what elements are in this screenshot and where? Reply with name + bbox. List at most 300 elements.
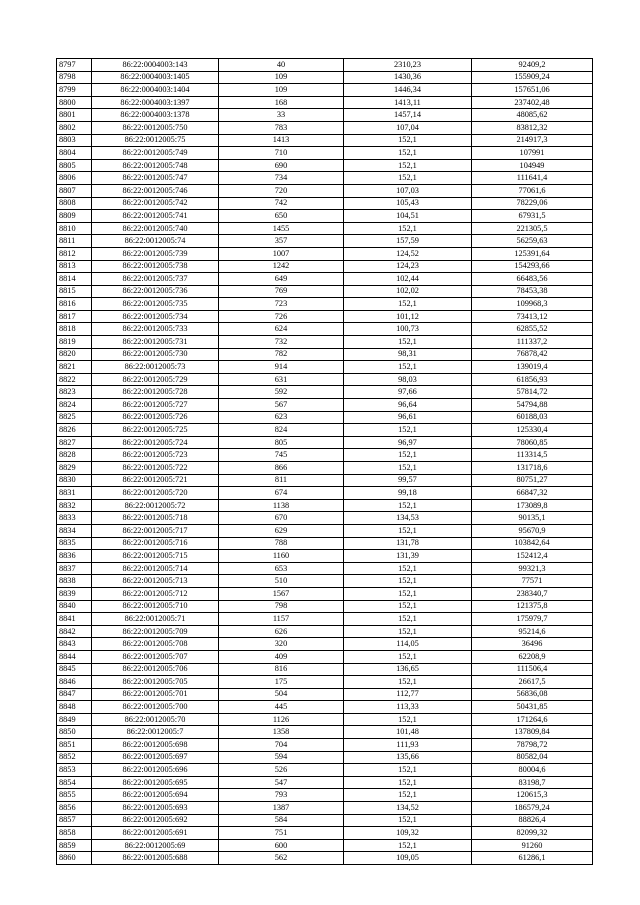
row-number-cell: 8799 [57,84,92,97]
cadastral-number-cell: 86:22:0012005:72 [92,499,219,512]
table-row [57,839,593,852]
cadastral-number-cell: 86:22:0012005:716 [92,537,219,550]
cadastral-number-cell: 86:22:0012005:736 [92,285,219,298]
table-row [57,184,593,197]
area-cell: 526 [219,764,344,777]
cadastral-value-cell: 154293,66 [472,260,593,273]
cadastral-value-cell: 92409,2 [472,59,593,72]
area-cell: 816 [219,663,344,676]
unit-value-cell: 152,1 [344,524,472,537]
unit-value-cell: 109,32 [344,827,472,840]
table-row [57,197,593,210]
area-cell: 650 [219,210,344,223]
table-row [57,285,593,298]
unit-value-cell: 134,52 [344,802,472,815]
cadastral-number-cell: 86:22:0012005:698 [92,739,219,752]
row-number-cell: 8828 [57,449,92,462]
row-number-cell: 8859 [57,839,92,852]
table-row [57,159,593,172]
cadastral-value-cell: 50431,85 [472,701,593,714]
unit-value-cell: 131,78 [344,537,472,550]
area-cell: 445 [219,701,344,714]
area-cell: 751 [219,827,344,840]
row-number-cell: 8848 [57,701,92,714]
cadastral-number-cell: 86:22:0012005:722 [92,462,219,475]
cadastral-value-cell: 61286,1 [472,852,593,865]
area-cell: 547 [219,776,344,789]
cadastral-value-cell: 61856,93 [472,373,593,386]
unit-value-cell: 105,43 [344,197,472,210]
cadastral-number-cell: 86:22:0012005:750 [92,121,219,134]
unit-value-cell: 97,66 [344,386,472,399]
area-cell: 649 [219,273,344,286]
unit-value-cell: 152,1 [344,814,472,827]
cadastral-value-cell: 221305,5 [472,222,593,235]
cadastral-value-cell: 80582,04 [472,751,593,764]
unit-value-cell: 1446,34 [344,84,472,97]
cadastral-number-cell: 86:22:0012005:741 [92,210,219,223]
unit-value-cell: 152,1 [344,147,472,160]
cadastral-value-cell: 104949 [472,159,593,172]
row-number-cell: 8839 [57,587,92,600]
row-number-cell: 8817 [57,310,92,323]
table-row [57,323,593,336]
cadastral-value-cell: 78229,06 [472,197,593,210]
cadastral-number-cell: 86:22:0012005:725 [92,424,219,437]
cadastral-value-cell: 36496 [472,638,593,651]
row-number-cell: 8855 [57,789,92,802]
cadastral-value-cell: 152412,4 [472,550,593,563]
area-cell: 866 [219,462,344,475]
area-cell: 1160 [219,550,344,563]
row-number-cell: 8847 [57,688,92,701]
unit-value-cell: 99,57 [344,474,472,487]
area-cell: 320 [219,638,344,651]
cadastral-number-cell: 86:22:0012005:749 [92,147,219,160]
table-row [57,424,593,437]
row-number-cell: 8841 [57,613,92,626]
unit-value-cell: 152,1 [344,650,472,663]
table-row [57,336,593,349]
row-number-cell: 8852 [57,751,92,764]
area-cell: 1157 [219,613,344,626]
table-row [57,827,593,840]
area-cell: 1126 [219,713,344,726]
row-number-cell: 8811 [57,235,92,248]
cadastral-number-cell: 86:22:0012005:720 [92,487,219,500]
cadastral-number-cell: 86:22:0012005:735 [92,298,219,311]
unit-value-cell: 152,1 [344,587,472,600]
cadastral-number-cell: 86:22:0012005:733 [92,323,219,336]
cadastral-number-cell: 86:22:0012005:705 [92,676,219,689]
cadastral-value-cell: 60188,03 [472,411,593,424]
area-cell: 798 [219,600,344,613]
area-cell: 109 [219,71,344,84]
row-number-cell: 8821 [57,361,92,374]
unit-value-cell: 102,44 [344,273,472,286]
cadastral-number-cell: 86:22:0012005:746 [92,184,219,197]
cadastral-number-cell: 86:22:0012005:694 [92,789,219,802]
table-row [57,600,593,613]
row-number-cell: 8813 [57,260,92,273]
area-cell: 1387 [219,802,344,815]
cadastral-number-cell: 86:22:0012005:70 [92,713,219,726]
table-row [57,59,593,72]
table-row [57,487,593,500]
table-row [57,814,593,827]
unit-value-cell: 152,1 [344,336,472,349]
row-number-cell: 8814 [57,273,92,286]
cadastral-value-cell: 109968,3 [472,298,593,311]
cadastral-value-cell: 77571 [472,575,593,588]
cadastral-value-cell: 62855,52 [472,323,593,336]
cadastral-number-cell: 86:22:0012005:724 [92,436,219,449]
cadastral-value-cell: 54794,88 [472,399,593,412]
unit-value-cell: 152,1 [344,789,472,802]
unit-value-cell: 152,1 [344,172,472,185]
cadastral-value-cell: 155909,24 [472,71,593,84]
unit-value-cell: 152,1 [344,159,472,172]
cadastral-number-cell: 86:22:0012005:729 [92,373,219,386]
document-page [56,58,585,865]
cadastral-number-cell: 86:22:0012005:69 [92,839,219,852]
cadastral-value-table [56,58,593,865]
unit-value-cell: 152,1 [344,764,472,777]
area-cell: 1358 [219,726,344,739]
cadastral-value-cell: 80751,27 [472,474,593,487]
unit-value-cell: 96,64 [344,399,472,412]
area-cell: 690 [219,159,344,172]
cadastral-value-cell: 99321,3 [472,562,593,575]
table-row [57,210,593,223]
cadastral-value-cell: 173089,8 [472,499,593,512]
unit-value-cell: 99,18 [344,487,472,500]
row-number-cell: 8829 [57,462,92,475]
unit-value-cell: 96,61 [344,411,472,424]
cadastral-number-cell: 86:22:0012005:74 [92,235,219,248]
table-row [57,373,593,386]
area-cell: 562 [219,852,344,865]
area-cell: 40 [219,59,344,72]
row-number-cell: 8818 [57,323,92,336]
unit-value-cell: 107,04 [344,121,472,134]
cadastral-number-cell: 86:22:0012005:697 [92,751,219,764]
table-row [57,172,593,185]
row-number-cell: 8808 [57,197,92,210]
cadastral-value-cell: 125391,64 [472,247,593,260]
table-row [57,235,593,248]
cadastral-value-cell: 111337,2 [472,336,593,349]
row-number-cell: 8805 [57,159,92,172]
table-row [57,802,593,815]
cadastral-number-cell: 86:22:0012005:717 [92,524,219,537]
table-row [57,776,593,789]
cadastral-value-cell: 175979,7 [472,613,593,626]
area-cell: 720 [219,184,344,197]
row-number-cell: 8826 [57,424,92,437]
cadastral-value-cell: 83812,32 [472,121,593,134]
cadastral-number-cell: 86:22:0012005:714 [92,562,219,575]
cadastral-number-cell: 86:22:0012005:708 [92,638,219,651]
unit-value-cell: 131,39 [344,550,472,563]
cadastral-value-cell: 125330,4 [472,424,593,437]
area-cell: 567 [219,399,344,412]
cadastral-value-cell: 76878,42 [472,348,593,361]
area-cell: 600 [219,839,344,852]
area-cell: 704 [219,739,344,752]
table-row [57,298,593,311]
unit-value-cell: 101,12 [344,310,472,323]
unit-value-cell: 152,1 [344,676,472,689]
area-cell: 623 [219,411,344,424]
cadastral-number-cell: 86:22:0012005:728 [92,386,219,399]
cadastral-number-cell: 86:22:0004003:143 [92,59,219,72]
cadastral-value-cell: 78798,72 [472,739,593,752]
area-cell: 769 [219,285,344,298]
row-number-cell: 8820 [57,348,92,361]
row-number-cell: 8860 [57,852,92,865]
cadastral-value-cell: 120615,3 [472,789,593,802]
cadastral-value-cell: 103842,64 [472,537,593,550]
table-row [57,462,593,475]
cadastral-number-cell: 86:22:0012005:740 [92,222,219,235]
cadastral-value-cell: 113314,5 [472,449,593,462]
area-cell: 168 [219,96,344,109]
unit-value-cell: 152,1 [344,776,472,789]
cadastral-number-cell: 86:22:0004003:1405 [92,71,219,84]
cadastral-value-cell: 95214,6 [472,625,593,638]
area-cell: 631 [219,373,344,386]
row-number-cell: 8827 [57,436,92,449]
unit-value-cell: 152,1 [344,600,472,613]
row-number-cell: 8798 [57,71,92,84]
cadastral-number-cell: 86:22:0012005:710 [92,600,219,613]
cadastral-number-cell: 86:22:0012005:739 [92,247,219,260]
area-cell: 594 [219,751,344,764]
table-row [57,550,593,563]
row-number-cell: 8823 [57,386,92,399]
area-cell: 742 [219,197,344,210]
unit-value-cell: 152,1 [344,134,472,147]
cadastral-value-cell: 238340,7 [472,587,593,600]
row-number-cell: 8815 [57,285,92,298]
area-cell: 592 [219,386,344,399]
row-number-cell: 8837 [57,562,92,575]
table-row [57,386,593,399]
unit-value-cell: 107,03 [344,184,472,197]
cadastral-number-cell: 86:22:0012005:737 [92,273,219,286]
table-row [57,575,593,588]
cadastral-value-cell: 78060,85 [472,436,593,449]
unit-value-cell: 102,02 [344,285,472,298]
cadastral-number-cell: 86:22:0012005:712 [92,587,219,600]
cadastral-number-cell: 86:22:0012005:715 [92,550,219,563]
table-row [57,688,593,701]
unit-value-cell: 109,05 [344,852,472,865]
table-row [57,852,593,865]
cadastral-value-cell: 78453,38 [472,285,593,298]
cadastral-value-cell: 77061,6 [472,184,593,197]
unit-value-cell: 152,1 [344,575,472,588]
cadastral-number-cell: 86:22:0012005:721 [92,474,219,487]
row-number-cell: 8804 [57,147,92,160]
cadastral-number-cell: 86:22:0012005:713 [92,575,219,588]
cadastral-number-cell: 86:22:0012005:691 [92,827,219,840]
cadastral-value-cell: 80004,6 [472,764,593,777]
cadastral-number-cell: 86:22:0012005:700 [92,701,219,714]
row-number-cell: 8800 [57,96,92,109]
row-number-cell: 8842 [57,625,92,638]
row-number-cell: 8812 [57,247,92,260]
unit-value-cell: 157,59 [344,235,472,248]
area-cell: 914 [219,361,344,374]
area-cell: 1413 [219,134,344,147]
cadastral-value-cell: 82099,32 [472,827,593,840]
area-cell: 584 [219,814,344,827]
row-number-cell: 8845 [57,663,92,676]
unit-value-cell: 96,97 [344,436,472,449]
row-number-cell: 8858 [57,827,92,840]
table-body [57,59,593,865]
area-cell: 357 [219,235,344,248]
unit-value-cell: 113,33 [344,701,472,714]
unit-value-cell: 152,1 [344,499,472,512]
area-cell: 674 [219,487,344,500]
area-cell: 710 [219,147,344,160]
cadastral-number-cell: 86:22:0012005:71 [92,613,219,626]
cadastral-value-cell: 56836,08 [472,688,593,701]
cadastral-number-cell: 86:22:0012005:695 [92,776,219,789]
table-row [57,436,593,449]
cadastral-value-cell: 73413,12 [472,310,593,323]
cadastral-number-cell: 86:22:0012005:748 [92,159,219,172]
unit-value-cell: 152,1 [344,222,472,235]
cadastral-value-cell: 171264,6 [472,713,593,726]
table-row [57,260,593,273]
cadastral-value-cell: 139019,4 [472,361,593,374]
table-row [57,411,593,424]
area-cell: 629 [219,524,344,537]
unit-value-cell: 152,1 [344,424,472,437]
row-number-cell: 8822 [57,373,92,386]
table-row [57,726,593,739]
cadastral-value-cell: 157651,06 [472,84,593,97]
area-cell: 1242 [219,260,344,273]
row-number-cell: 8836 [57,550,92,563]
row-number-cell: 8831 [57,487,92,500]
cadastral-number-cell: 86:22:0012005:7 [92,726,219,739]
cadastral-value-cell: 111506,4 [472,663,593,676]
table-row [57,739,593,752]
area-cell: 811 [219,474,344,487]
row-number-cell: 8809 [57,210,92,223]
table-row [57,562,593,575]
table-row [57,499,593,512]
unit-value-cell: 152,1 [344,613,472,626]
unit-value-cell: 152,1 [344,713,472,726]
cadastral-value-cell: 66483,56 [472,273,593,286]
row-number-cell: 8849 [57,713,92,726]
row-number-cell: 8854 [57,776,92,789]
row-number-cell: 8840 [57,600,92,613]
area-cell: 624 [219,323,344,336]
cadastral-number-cell: 86:22:0012005:726 [92,411,219,424]
cadastral-number-cell: 86:22:0012005:707 [92,650,219,663]
unit-value-cell: 1457,14 [344,109,472,122]
cadastral-value-cell: 237402,48 [472,96,593,109]
row-number-cell: 8816 [57,298,92,311]
cadastral-value-cell: 88826,4 [472,814,593,827]
row-number-cell: 8824 [57,399,92,412]
row-number-cell: 8856 [57,802,92,815]
row-number-cell: 8853 [57,764,92,777]
unit-value-cell: 114,05 [344,638,472,651]
cadastral-number-cell: 86:22:0012005:723 [92,449,219,462]
cadastral-value-cell: 83198,7 [472,776,593,789]
cadastral-number-cell: 86:22:0012005:73 [92,361,219,374]
unit-value-cell: 124,52 [344,247,472,260]
table-row [57,449,593,462]
unit-value-cell: 152,1 [344,361,472,374]
cadastral-value-cell: 90135,1 [472,512,593,525]
table-row [57,764,593,777]
row-number-cell: 8797 [57,59,92,72]
cadastral-number-cell: 86:22:0012005:734 [92,310,219,323]
table-row [57,361,593,374]
cadastral-value-cell: 107991 [472,147,593,160]
cadastral-number-cell: 86:22:0012005:718 [92,512,219,525]
table-row [57,587,593,600]
cadastral-number-cell: 86:22:0004003:1397 [92,96,219,109]
row-number-cell: 8810 [57,222,92,235]
cadastral-number-cell: 86:22:0012005:692 [92,814,219,827]
row-number-cell: 8803 [57,134,92,147]
cadastral-number-cell: 86:22:0012005:730 [92,348,219,361]
area-cell: 626 [219,625,344,638]
unit-value-cell: 152,1 [344,625,472,638]
area-cell: 409 [219,650,344,663]
unit-value-cell: 2310,23 [344,59,472,72]
table-row [57,348,593,361]
row-number-cell: 8819 [57,336,92,349]
unit-value-cell: 152,1 [344,562,472,575]
cadastral-value-cell: 214917,3 [472,134,593,147]
table-row [57,109,593,122]
row-number-cell: 8835 [57,537,92,550]
cadastral-value-cell: 26617,5 [472,676,593,689]
area-cell: 175 [219,676,344,689]
table-row [57,701,593,714]
cadastral-number-cell: 86:22:0012005:706 [92,663,219,676]
unit-value-cell: 1430,36 [344,71,472,84]
row-number-cell: 8807 [57,184,92,197]
cadastral-value-cell: 111641,4 [472,172,593,185]
area-cell: 33 [219,109,344,122]
table-row [57,638,593,651]
cadastral-number-cell: 86:22:0012005:747 [92,172,219,185]
area-cell: 726 [219,310,344,323]
area-cell: 109 [219,84,344,97]
area-cell: 805 [219,436,344,449]
row-number-cell: 8825 [57,411,92,424]
row-number-cell: 8833 [57,512,92,525]
unit-value-cell: 104,51 [344,210,472,223]
cadastral-value-cell: 186579,24 [472,802,593,815]
area-cell: 734 [219,172,344,185]
table-row [57,96,593,109]
cadastral-value-cell: 66847,32 [472,487,593,500]
table-row [57,512,593,525]
